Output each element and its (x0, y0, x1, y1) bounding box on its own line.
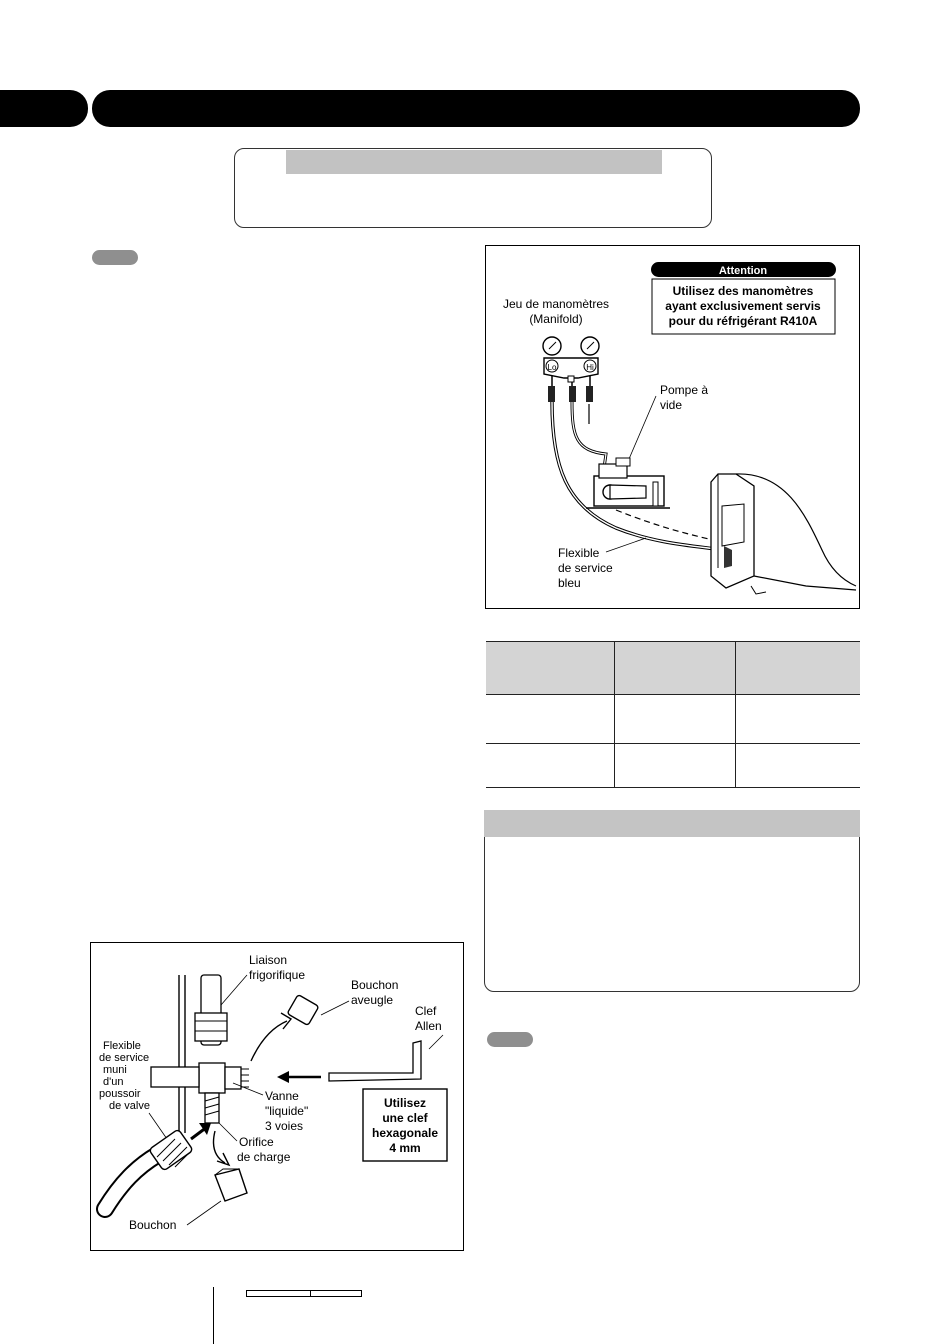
table-cell (486, 744, 615, 788)
orifice-label-2: de charge (237, 1150, 291, 1164)
note-box (484, 810, 860, 992)
pump-label-2: vide (660, 398, 683, 412)
header-bar-left (0, 90, 88, 127)
footer-box (246, 1290, 362, 1297)
footer-box-divider (310, 1290, 311, 1297)
table-cell (486, 695, 615, 744)
hex-label-2: une clef (382, 1111, 428, 1125)
valve-figure (90, 942, 464, 1251)
flexible-label-5: poussoir (99, 1088, 141, 1100)
section-pill-right (487, 1032, 533, 1047)
table-header-cell (736, 642, 861, 695)
arrow-curved-icon (251, 1021, 287, 1061)
hex-label-1: Utilisez (383, 1096, 427, 1110)
arrow-down-icon (213, 1131, 225, 1163)
flexible-label-6: de valve (109, 1100, 150, 1112)
clef-label-2: Allen (415, 1019, 442, 1033)
attention-line-1: Utilisez des manomètres (672, 284, 814, 298)
table-cell (736, 695, 861, 744)
hex-label-3: hexagonale (371, 1126, 439, 1140)
bouchon-aveugle-label-2: aveugle (351, 993, 394, 1007)
vacuum-figure (485, 245, 860, 609)
three-way-valve-icon (151, 1063, 249, 1123)
note-band (484, 810, 860, 837)
flexible-label-4: d'un (103, 1076, 124, 1088)
hose-label-3: bleu (558, 576, 581, 590)
table-header-cell (486, 642, 615, 695)
spec-table (486, 641, 860, 788)
valve-diagram (91, 943, 463, 1250)
hex-label-4: 4 mm (389, 1141, 421, 1155)
vanne-label-3: 3 voies (265, 1119, 304, 1133)
table-row (486, 695, 860, 744)
bouchon-aveugle-label-1: Bouchon (351, 978, 399, 992)
blind-cap-icon (287, 994, 319, 1025)
flexible-label-2: de service (99, 1052, 150, 1064)
vacuum-diagram (486, 246, 859, 608)
liaison-label-2: frigorifique (249, 968, 306, 982)
outdoor-unit-icon (711, 474, 856, 594)
hose-label-1: Flexible (558, 546, 600, 560)
table-cell (615, 744, 736, 788)
vanne-label-1: Vanne (265, 1089, 299, 1103)
vanne-label-2: "liquide" (265, 1104, 309, 1118)
cap-icon (215, 1169, 247, 1201)
orifice-label-1: Orifice (239, 1135, 274, 1149)
flexible-label-1: Flexible (103, 1040, 141, 1052)
attention-line-3: pour du réfrigérant R410A (668, 314, 818, 328)
gauge-lo-label: Lo (547, 363, 557, 372)
title-band (286, 150, 662, 174)
service-hose-icon (105, 1129, 193, 1209)
manifold-label-2: (Manifold) (529, 312, 583, 326)
allen-key-icon (329, 1041, 421, 1081)
attention-label: Attention (718, 265, 768, 277)
attention-line-2: ayant exclusivement servis (665, 299, 821, 313)
flexible-label-3: muni (103, 1064, 127, 1076)
table-header-row (486, 642, 860, 695)
clef-label-1: Clef (415, 1004, 437, 1018)
table-header-cell (615, 642, 736, 695)
header-bar (92, 90, 860, 127)
section-pill-left (92, 250, 138, 265)
table-row (486, 744, 860, 788)
table-cell (615, 695, 736, 744)
manifold-label-1: Jeu de manomètres (502, 297, 610, 311)
footer-divider (213, 1287, 214, 1344)
liaison-label-1: Liaison (249, 953, 288, 967)
vacuum-pump-icon (586, 458, 670, 508)
gauge-hi-label: Hi (586, 363, 594, 372)
table-cell (736, 744, 861, 788)
hose-label-2: de service (558, 561, 613, 575)
pump-label-1: Pompe à (660, 383, 709, 397)
bouchon-label: Bouchon (129, 1218, 177, 1232)
